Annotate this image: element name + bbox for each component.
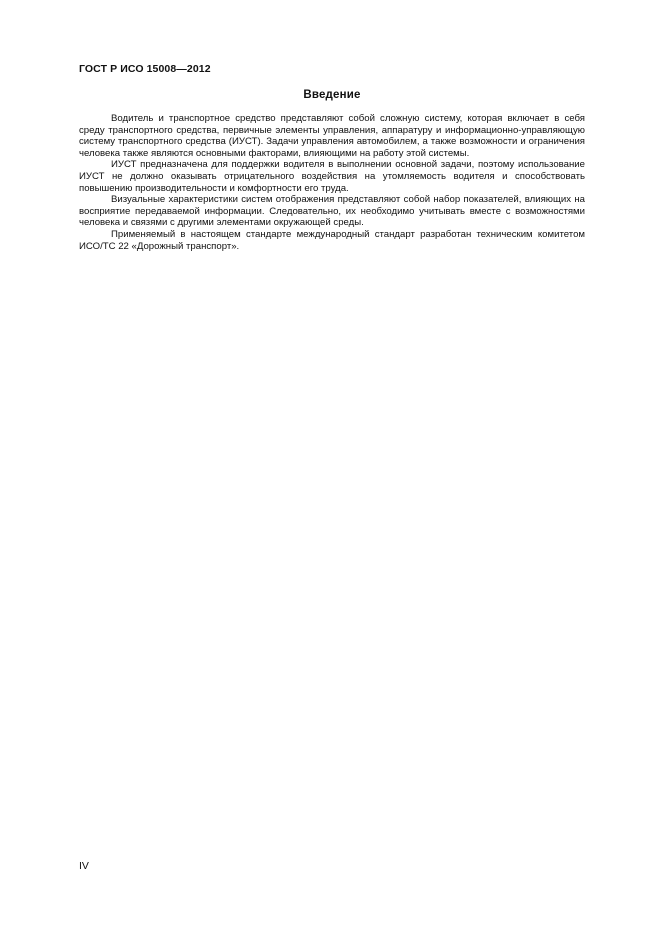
document-header: ГОСТ Р ИСО 15008—2012	[79, 63, 211, 75]
section-title: Введение	[303, 89, 361, 101]
body-text	[79, 113, 585, 252]
paragraph: ИУСТ предназначена для поддержки водителя в выполнении основной задачи, поэтому использование ИУСТ не должно оказывать отрицательного воздействия на утомляемость водителя и способствовать повышению производительности и комфортности его труда.	[79, 159, 585, 194]
paragraph: Применяемый в настоящем стандарте международный стандарт разработан техническим комитетом ИСО/ТС 22 «Дорожный транспорт».	[79, 228, 585, 252]
page-number: IV	[79, 860, 89, 872]
paragraph: Водитель и транспортное средство представляют собой сложную систему, которая включает в себя среду транспортного средства, первичные элементы управления, аппаратуру и информационно-управляющую систему транспортного средства (ИУСТ). Задачи управления автомобилем, а также возможности и ограничения человека также являются основными факторами, влияющими на работу этой системы.	[79, 113, 585, 159]
paragraph: Визуальные характеристики систем отображения представляют собой набор показателей, влияющих на восприятие передаваемой информации. Следовательно, их необходимо учитывать вместе с возможностями человека и связями с другими элементами окружающей среды.	[79, 194, 585, 229]
